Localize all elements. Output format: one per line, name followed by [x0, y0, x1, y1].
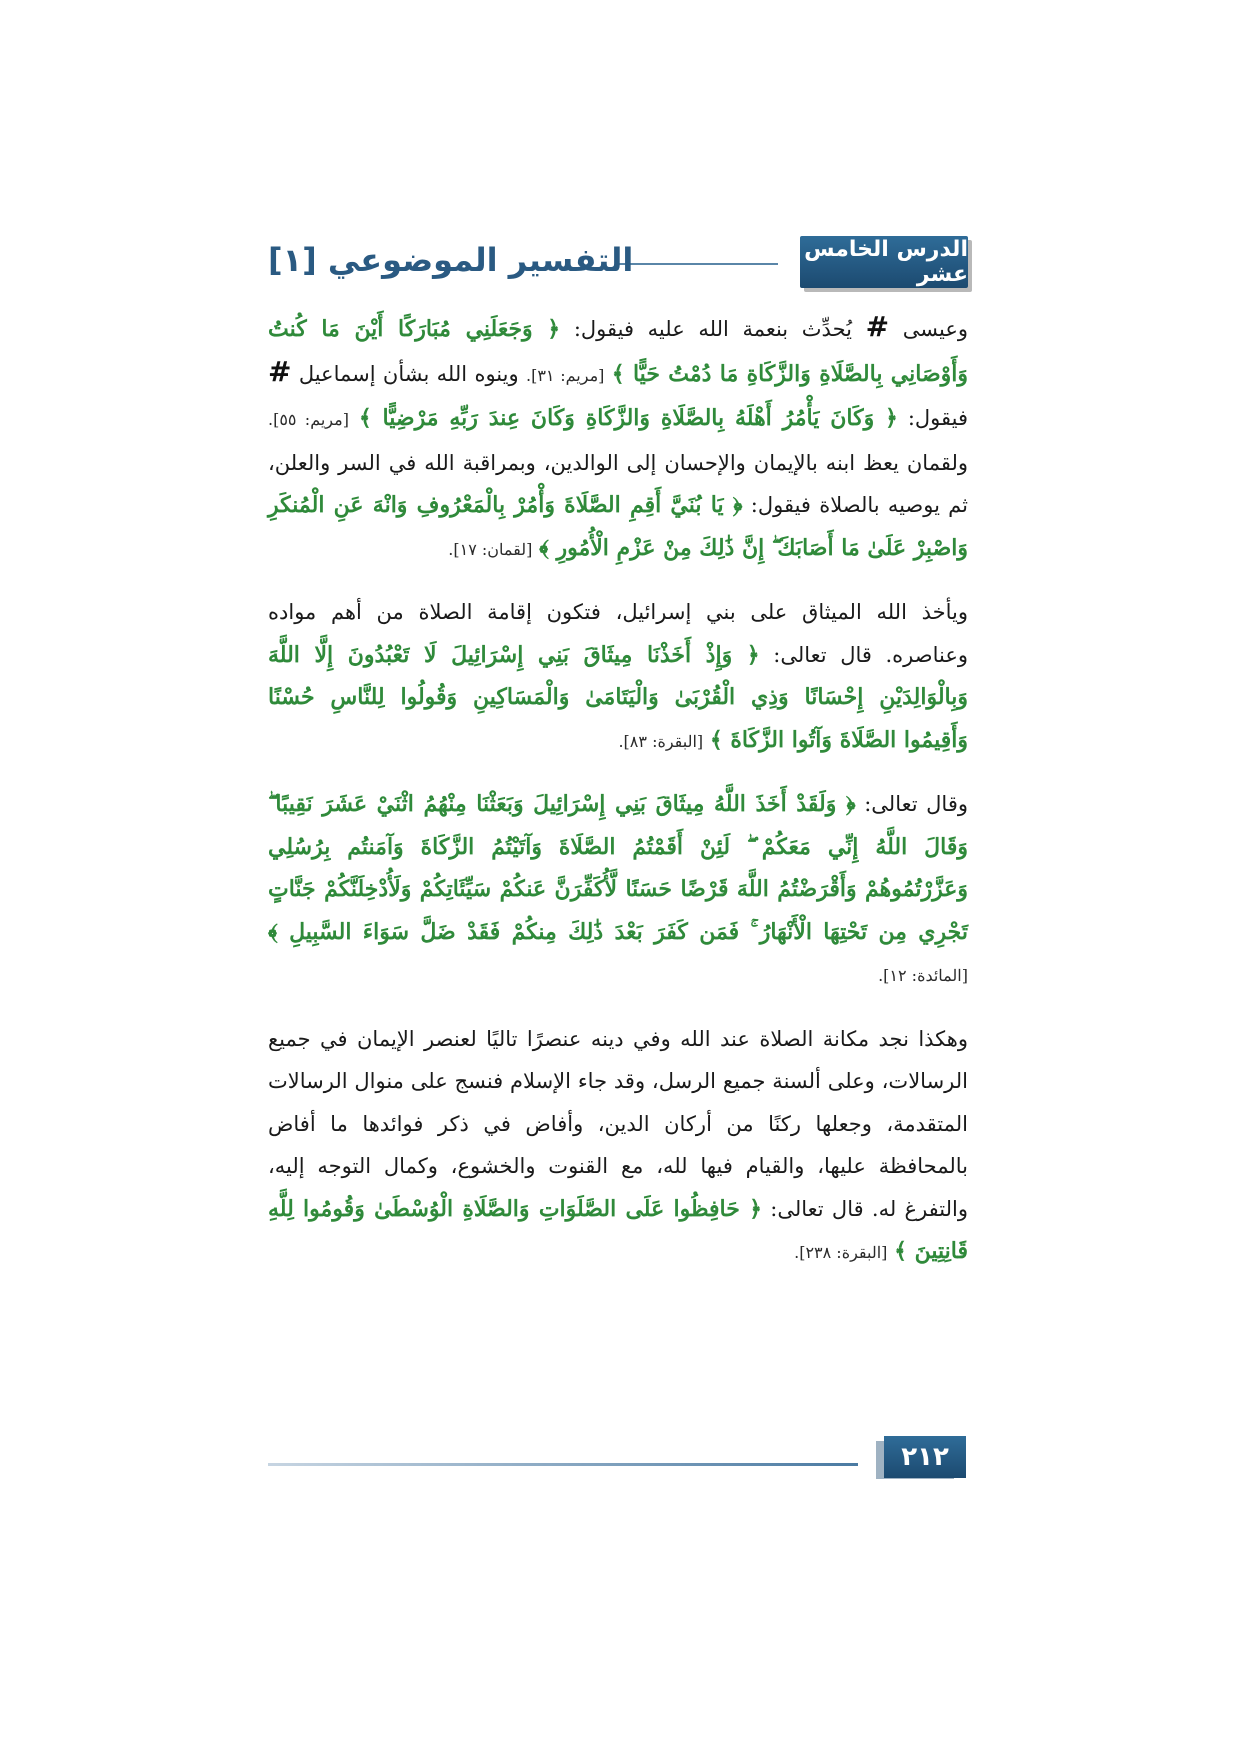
verse-reference: [البقرة: ٢٣٨].: [794, 1243, 888, 1262]
quran-verse: ﴿ وَإِذْ أَخَذْنَا مِيثَاقَ بَنِي إِسْرَائِيلَ لَا تَعْبُدُونَ إِلَّا اللَّهَ وَبِالْوَالِدَيْنِ إِحْسَانًا وَذِي الْقُرْبَىٰ وَالْيَتَامَىٰ وَالْمَسَاكِينِ وَقُولُوا لِلنَّاسِ حُسْنًا وَأَقِيمُوا الصَّلَاةَ وَآتُوا الزَّكَاةَ ﴾: [268, 641, 968, 753]
paragraph-text: وينوه الله بشأن إسماعيل: [291, 361, 519, 386]
quran-verse: ﴿ حَافِظُوا عَلَى الصَّلَوَاتِ وَالصَّلَاةِ الْوُسْطَىٰ وَقُومُوا لِلَّهِ قَانِتِينَ ﴾: [268, 1195, 968, 1264]
page-content: [268, 306, 968, 1275]
lesson-badge: [800, 236, 968, 288]
paragraph-text: ويأخذ الله الميثاق على بني إسرائيل، فتكون إقامة الصلاة من أهم مواده وعناصره. قال تعالى:: [268, 600, 969, 667]
verse-reference: [لقمان: ١٧].: [448, 539, 533, 559]
page-header: [268, 232, 968, 292]
verse-reference: [مريم: ٥٥].: [268, 410, 349, 429]
quran-verse: ﴿ يَا بُنَيَّ أَقِمِ الصَّلَاةَ وَأْمُرْ بِالْمَعْرُوفِ وَانْهَ عَنِ الْمُنكَرِ وَاصْبِرْ عَلَىٰ مَا أَصَابَكَ ۖ إِنَّ ذَٰلِكَ مِنْ عَزْمِ الْأُمُورِ ﴾: [268, 492, 968, 561]
quran-verse: ﴿ وَجَعَلَنِي مُبَارَكًا أَيْنَ مَا كُنتُ وَأَوْصَانِي بِالصَّلَاةِ وَالزَّكَاةِ مَا دُمْتُ حَيًّا ﴾: [268, 316, 968, 387]
honorific-mark: #: [865, 310, 890, 343]
book-title: التفسير الموضوعي [١]: [268, 241, 634, 279]
header-divider: [616, 263, 778, 265]
paragraph-text: وهكذا نجد مكانة الصلاة عند الله وفي دينه عنصرًا تاليًا لعنصر الإيمان في جميع الرسالات، وعلى ألسنة جميع الرسل، وقد جاء الإسلام فنسج على منوال الرسالات المتقدمة، وجعلها ركنًا من أركان الدين، وأفاض في ذكر فوائدها ما أفاض بالمحافظة عليها، والقيام فيها لله، مع القنوت والخشوع، وكمال التوجه إليه، والتفرغ له. قال تعالى:: [268, 1026, 968, 1221]
paragraph-text: يُحدِّث بنعمة الله عليه فيقول:: [560, 317, 852, 341]
paragraph-text: ولقمان يعظ ابنه بالإيمان والإحسان إلى الوالدين، وبمراقبة الله في السر والعلن، ثم يوصيه بالصلاة فيقول:: [268, 450, 968, 517]
page-number-badge: [884, 1436, 966, 1478]
paragraph-text: وعيسى: [902, 317, 968, 341]
paragraph-2: [268, 591, 968, 763]
verse-reference: [مريم: ٣١].: [525, 365, 605, 385]
quran-verse: ﴿ وَلَقَدْ أَخَذَ اللَّهُ مِيثَاقَ بَنِي إِسْرَائِيلَ وَبَعَثْنَا مِنْهُمُ اثْنَيْ عَشَرَ نَقِيبًا ۖ وَقَالَ اللَّهُ إِنِّي مَعَكُمْ ۖ لَئِنْ أَقَمْتُمُ الصَّلَاةَ وَآتَيْتُمُ الزَّكَاةَ وَآمَنتُم بِرُسُلِي وَعَزَّرْتُمُوهُمْ وَأَقْرَضْتُمُ اللَّهَ قَرْضًا حَسَنًا لَّأُكَفِّرَنَّ عَنكُمْ سَيِّئَاتِكُمْ وَلَأُدْخِلَنَّكُمْ جَنَّاتٍ تَجْرِي مِن تَحْتِهَا الْأَنْهَارُ ۚ فَمَن كَفَرَ بَعْدَ ذَٰلِكَ مِنكُمْ فَقَدْ ضَلَّ سَوَاءَ السَّبِيلِ ﴾: [268, 791, 968, 945]
paragraph-3: [268, 783, 968, 998]
page-number: ٢١٢: [901, 1442, 949, 1472]
paragraph-text: فيقول:: [897, 406, 969, 430]
honorific-mark: #: [268, 354, 292, 388]
footer-divider: [268, 1463, 858, 1466]
paragraph-1: [268, 306, 968, 571]
quran-verse: ﴿ وَكَانَ يَأْمُرُ أَهْلَهُ بِالصَّلَاةِ وَالزَّكَاةِ وَكَانَ عِندَ رَبِّهِ مَرْضِيًّا ﴾: [358, 405, 898, 431]
verse-reference: [المائدة: ١٢].: [878, 966, 968, 985]
lesson-label: الدرس الخامس عشر: [804, 237, 968, 287]
verse-reference: [البقرة: ٨٣].: [618, 731, 704, 751]
paragraph-text: وقال تعالى:: [855, 792, 969, 816]
paragraph-4: [268, 1018, 968, 1275]
